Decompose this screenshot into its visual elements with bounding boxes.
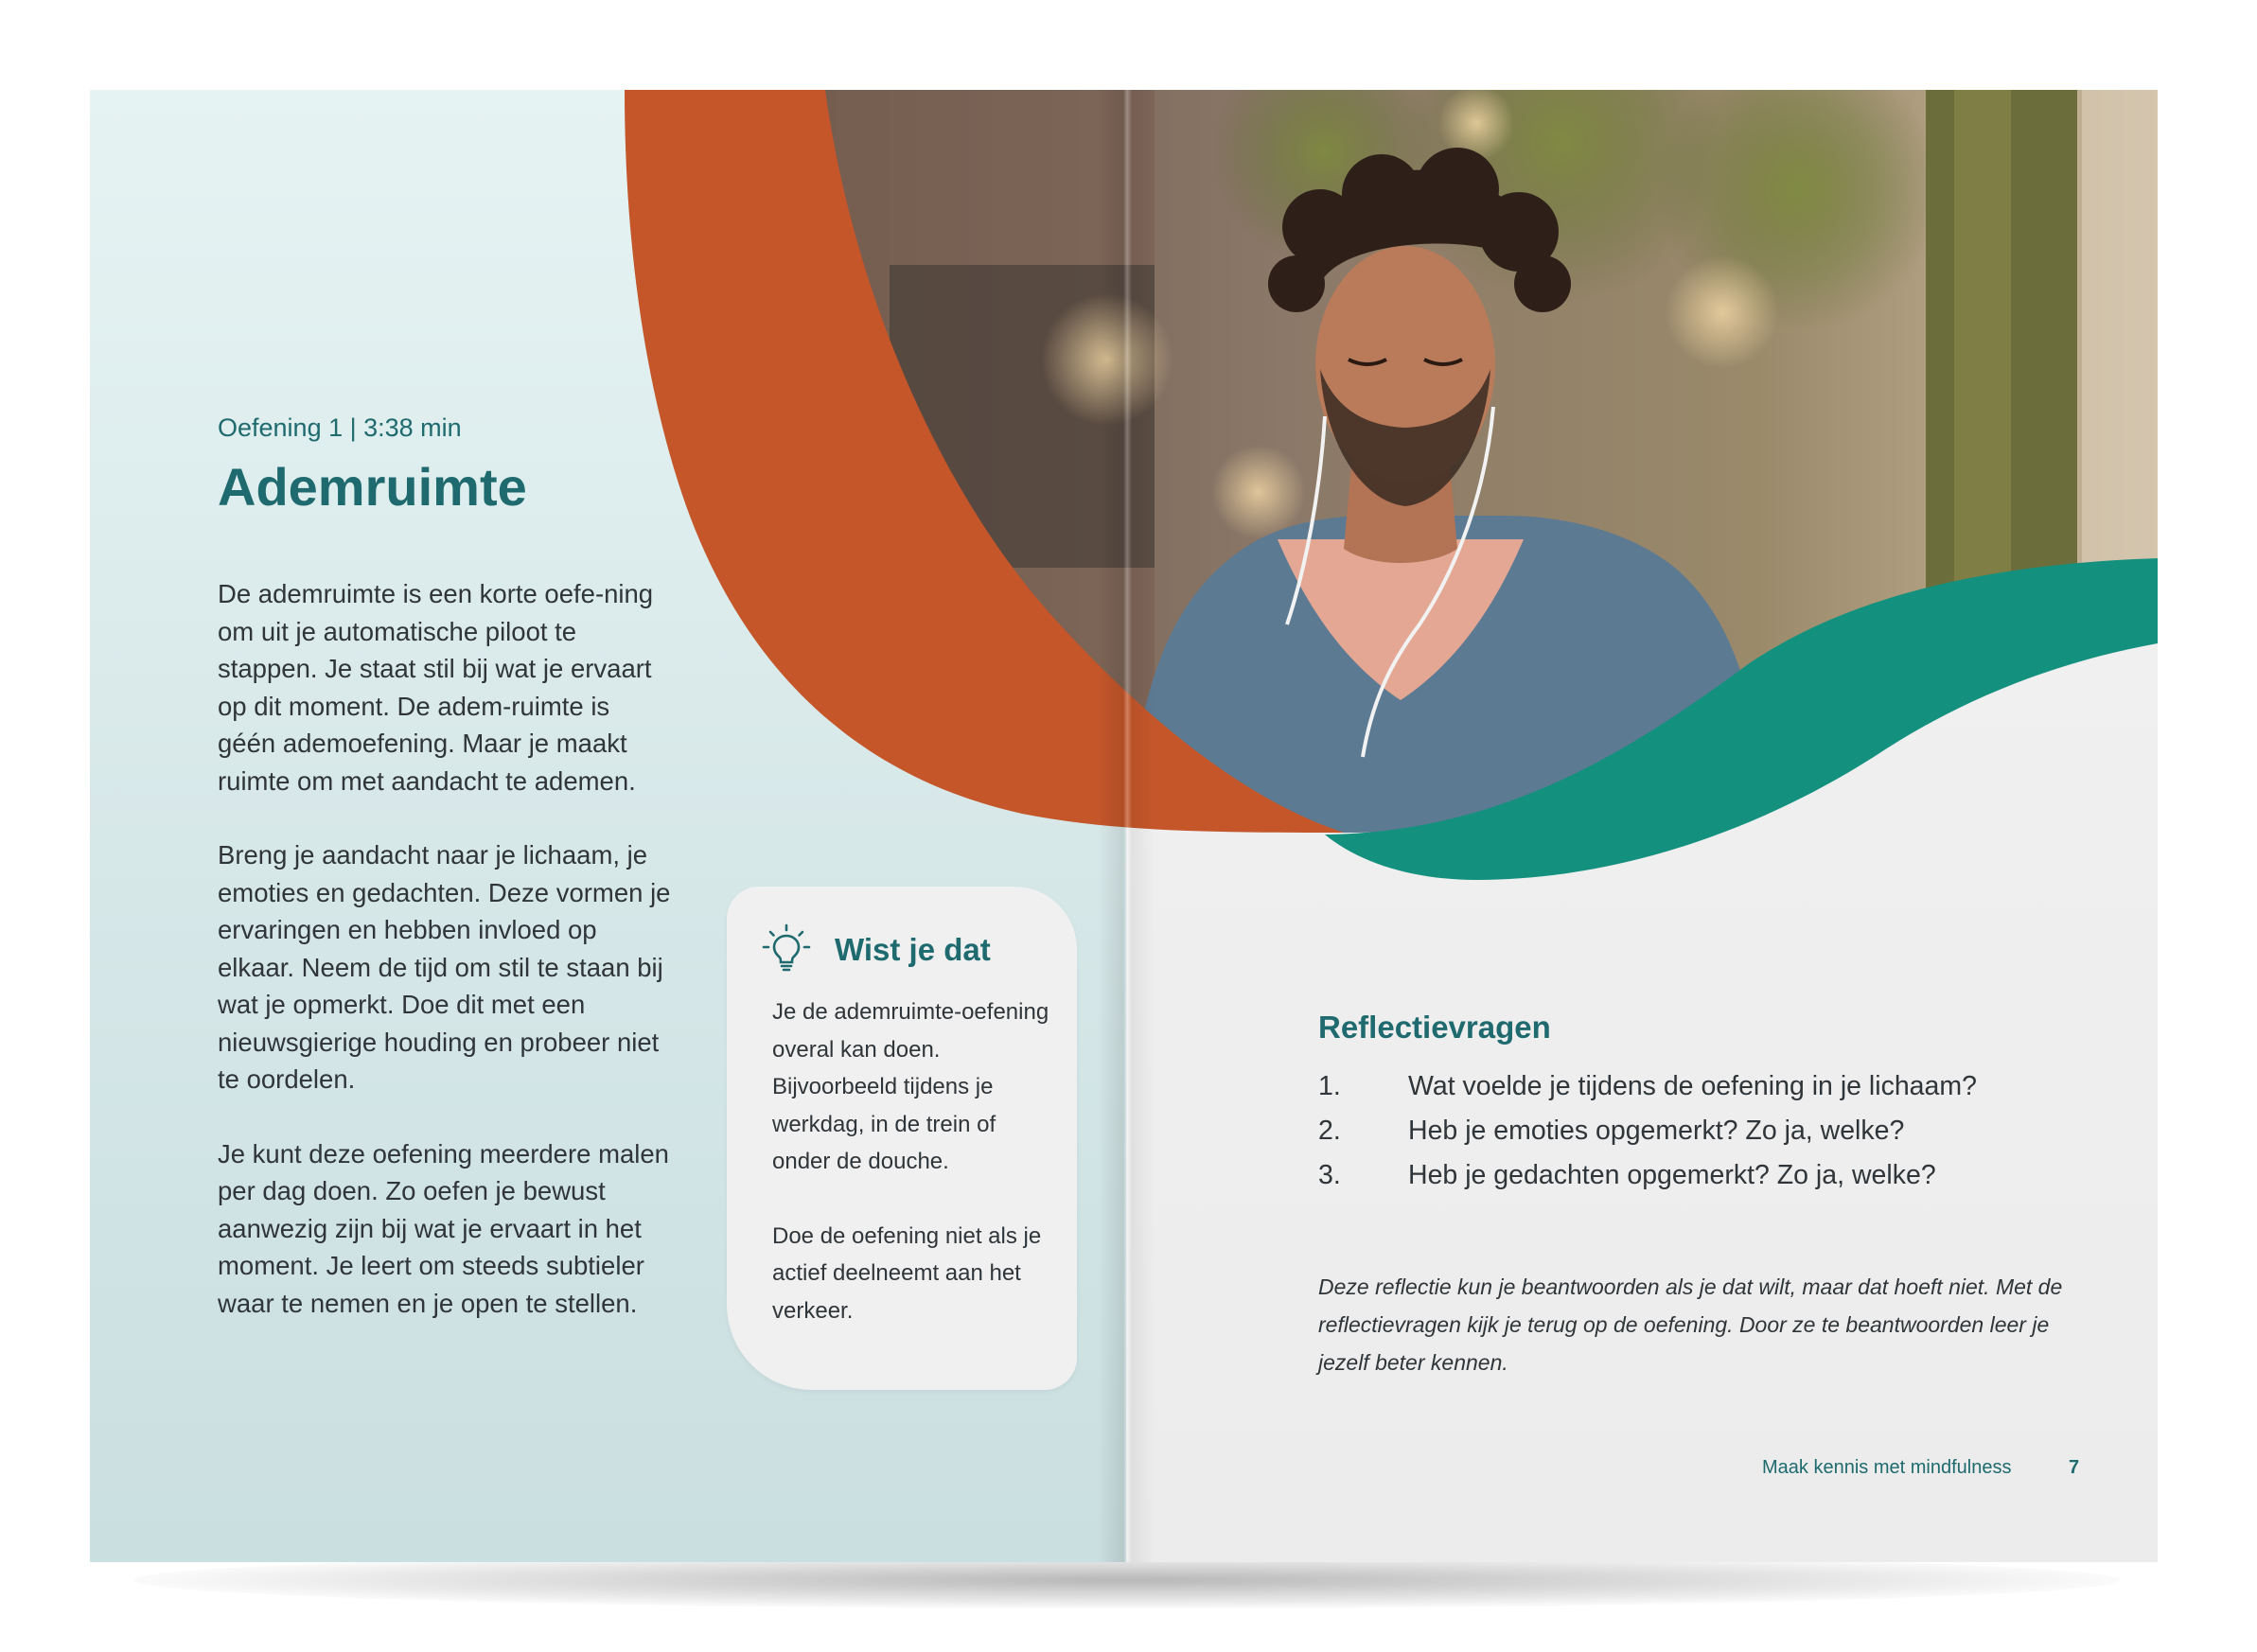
list-number: 1. — [1318, 1071, 1341, 1101]
tip-title: Wist je dat — [835, 932, 991, 967]
paragraph: Breng je aandacht naar je lichaam, je emoties en gedachten. Deze vormen je ervaringen en hebben invloed op elkaar. Neem de tijd om stil te staan bij wat je opmerkt. Doe dit met een nieuwsgierige houding en probeer niet te oordelen. — [218, 840, 671, 1094]
list-number: 3. — [1318, 1160, 1341, 1190]
reflection-note: Deze reflectie kun je beantwoorden als je dat wilt, maar dat hoeft niet. Met de reflectievragen kijk je terug op de oefening. Door ze te beantwoorden leer je jezelf beter kennen. — [1318, 1274, 2063, 1375]
question-text: Heb je gedachten opgemerkt? Zo ja, welke? — [1408, 1160, 1936, 1190]
list-number: 2. — [1318, 1116, 1341, 1146]
question-text: Wat voelde je tijdens de oefening in je lichaam? — [1408, 1071, 1977, 1101]
lightbulb-icon — [761, 923, 812, 974]
tip-paragraph: Je de ademruimte-oefening overal kan doen. Bijvoorbeeld tijdens je werkdag, in de trein of onder de douche. — [772, 999, 1049, 1174]
tip-text — [772, 993, 1056, 1366]
tip-box — [727, 887, 1077, 1390]
question-list — [1318, 1071, 2075, 1204]
paragraph: De ademruimte is een korte oefe-ning om uit je automatische piloot te stappen. Je staat stil bij wat je ervaart op dit moment. De adem-ruimte is géén ademoefening. Maar je maakt ruimte om met aandacht te ademen. — [218, 579, 654, 796]
list-item — [1318, 1116, 2075, 1160]
question-text: Heb je emoties opgemerkt? Zo ja, welke? — [1408, 1116, 1905, 1146]
page-number: 7 — [2069, 1457, 2080, 1478]
tip-paragraph: Doe de oefening niet als je actief deelneemt aan het verkeer. — [772, 1222, 1042, 1324]
list-item — [1318, 1071, 2075, 1116]
footer-title: Maak kennis met mindfulness — [1762, 1457, 2012, 1478]
section-title: Reflectievragen — [1318, 1010, 1551, 1045]
list-item — [1318, 1160, 2075, 1204]
paragraph: Je kunt deze oefening meerdere malen per dag doen. Zo oefen je bewust aanwezig zijn bij wat je ervaart in het moment. Je leert om steeds subtieler waar te nemen en je open te stellen. — [218, 1138, 669, 1318]
exercise-meta: Oefening 1 | 3:38 min — [218, 413, 462, 442]
page-title: Ademruimte — [218, 457, 527, 517]
intro-text — [218, 575, 672, 1359]
